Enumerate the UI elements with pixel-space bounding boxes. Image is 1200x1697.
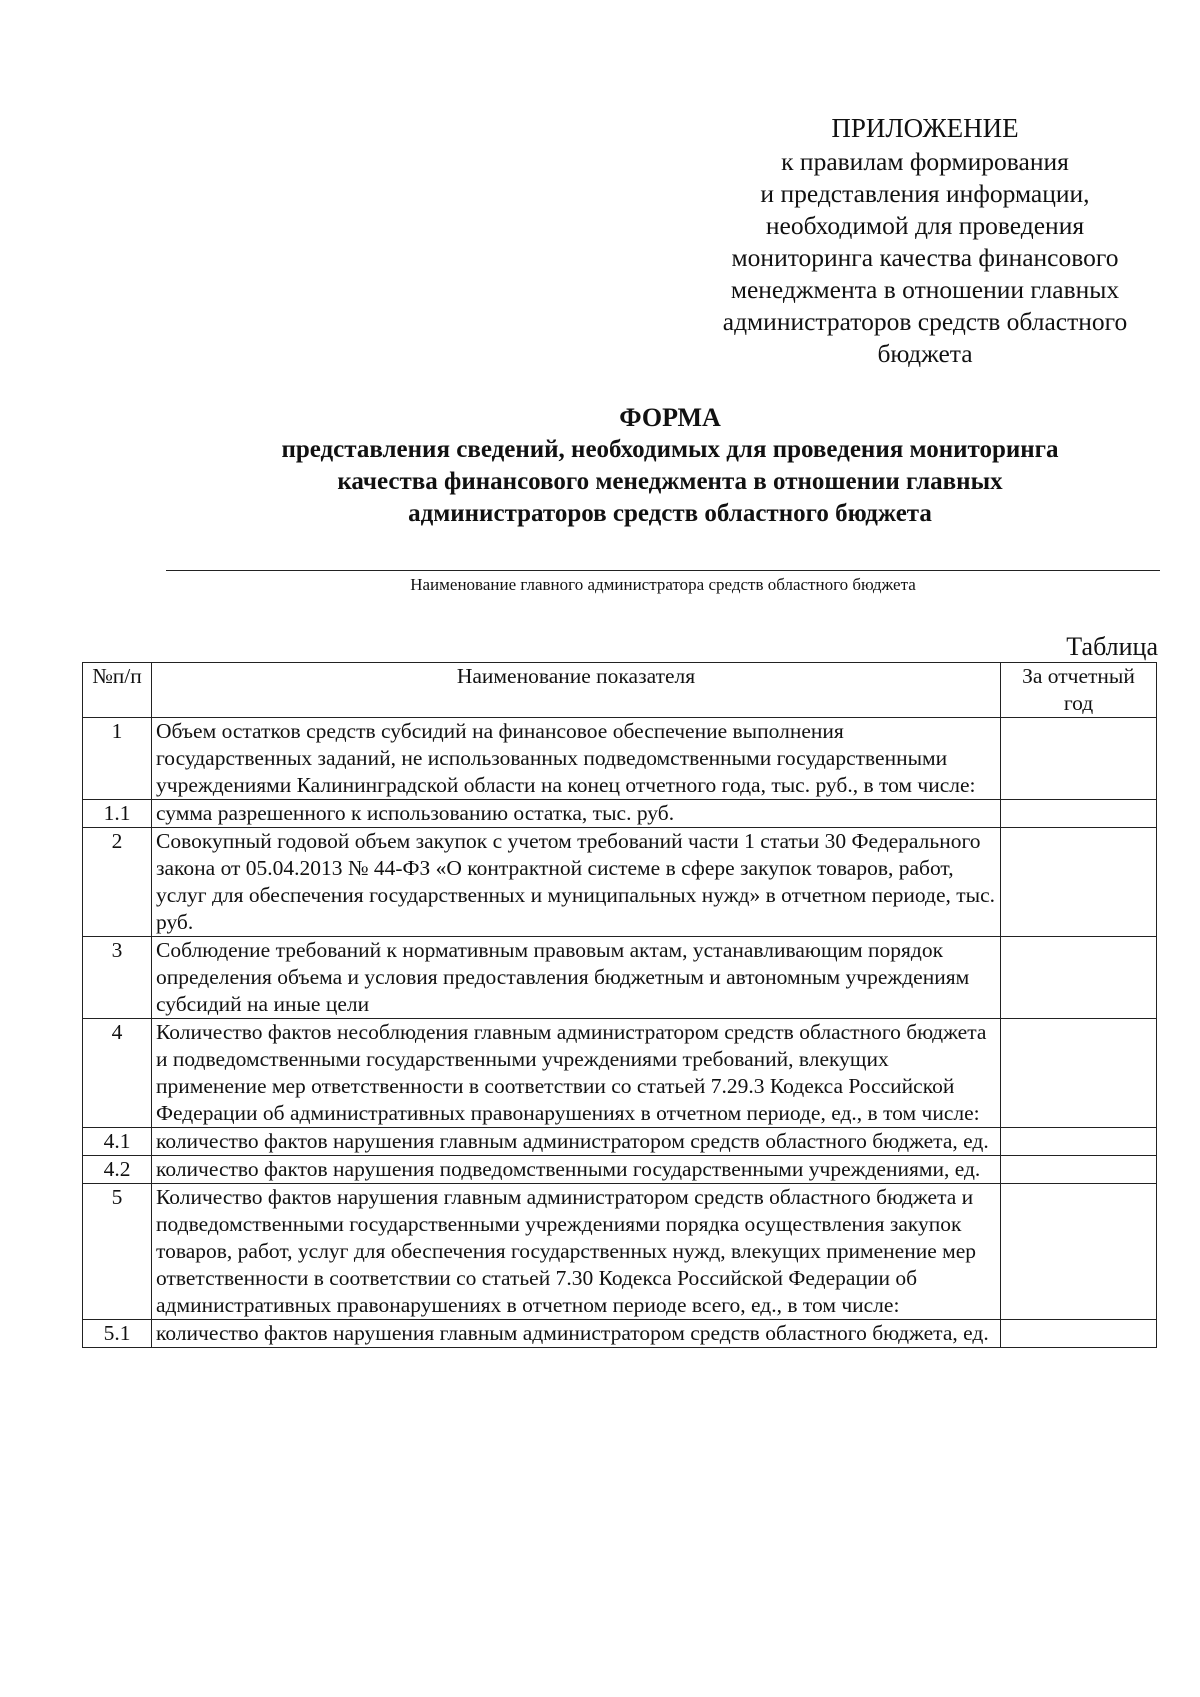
row-value-cell[interactable]: [1001, 1156, 1157, 1184]
appendix-line: мониторинга качества финансового: [731, 243, 1119, 272]
row-name: количество фактов нарушения главным администратором средств областного бюджета, ед.: [152, 1128, 1001, 1156]
table-row: [83, 1320, 1157, 1348]
indicators-table: [82, 662, 1157, 1348]
row-name: Объем остатков средств субсидий на финансовое обеспечение выполнения государственных заданий, не использованных подведомственными государственными учреждениями Калининградской области на конец отчетного года, тыс. руб., в том числе:: [152, 718, 1001, 800]
row-name: Количество фактов несоблюдения главным администратором средств областного бюджета и подведомственными государственными учреждениями требований, влекущих применение мер ответственности в соответствии со статьей 7.29.3 Кодекса Российской Федерации об административных правонарушениях в отчетном периоде, ед., в том числе:: [152, 1019, 1001, 1128]
appendix-line: менеджмента в отношении главных: [730, 275, 1120, 304]
row-name: количество фактов нарушения главным администратором средств областного бюджета, ед.: [152, 1320, 1001, 1348]
table-row: [83, 1184, 1157, 1320]
row-value-cell[interactable]: [1001, 718, 1157, 800]
appendix-line: к правилам формирования: [781, 147, 1069, 176]
row-value-cell[interactable]: [1001, 1019, 1157, 1128]
row-value-cell[interactable]: [1001, 1184, 1157, 1320]
header-year: За отчетный год: [1001, 663, 1157, 718]
table-row: [83, 1019, 1157, 1128]
row-value-cell[interactable]: [1001, 1128, 1157, 1156]
form-title-block: [150, 402, 1190, 530]
table-row: [83, 1128, 1157, 1156]
row-value-cell[interactable]: [1001, 828, 1157, 937]
row-number: 1: [83, 718, 152, 800]
row-value-cell[interactable]: [1001, 937, 1157, 1019]
row-number: 2: [83, 828, 152, 937]
appendix-line: необходимой для проведения: [765, 211, 1085, 240]
row-name: сумма разрешенного к использованию остатка, тыс. руб.: [152, 800, 1001, 828]
appendix-line: и представления информации,: [760, 179, 1090, 208]
table-row: [83, 800, 1157, 828]
form-subtitle-line: представления сведений, необходимых для проведения мониторинга: [281, 436, 1059, 463]
row-number: 1.1: [83, 800, 152, 828]
admin-name-caption: Наименование главного администратора средств областного бюджета: [410, 575, 916, 594]
table-row: [83, 718, 1157, 800]
row-value-cell[interactable]: [1001, 800, 1157, 828]
row-number: 4.1: [83, 1128, 152, 1156]
header-number: №п/п: [83, 663, 152, 718]
header-name: Наименование показателя: [152, 663, 1001, 718]
table-label: Таблица: [1066, 632, 1158, 661]
row-name: Соблюдение требований к нормативным правовым актам, устанавливающим порядок определения объема и условия предоставления бюджетным и автономным учреждениям субсидий на иные цели: [152, 937, 1001, 1019]
row-name: количество фактов нарушения подведомственными государственными учреждениями, ед.: [152, 1156, 1001, 1184]
table-row: [83, 1156, 1157, 1184]
table-row: [83, 828, 1157, 937]
form-subtitle-line: качества финансового менеджмента в отношении главных: [337, 468, 1003, 495]
appendix-line: бюджета: [877, 339, 973, 368]
row-number: 5: [83, 1184, 152, 1320]
row-value-cell[interactable]: [1001, 1320, 1157, 1348]
appendix-line: администраторов средств областного: [722, 307, 1128, 336]
row-name: Количество фактов нарушения главным администратором средств областного бюджета и подведомственными государственными учреждениями порядка осуществления закупок товаров, работ, услуг для обеспечения государственных нужд, влекущих применение мер ответственности в соответствии со статьей 7.30 Кодекса Российской Федерации об административных правонарушениях в отчетном периоде всего, ед., в том числе:: [152, 1184, 1001, 1320]
admin-name-line: [166, 570, 1160, 571]
row-number: 4: [83, 1019, 152, 1128]
appendix-block: [660, 110, 1190, 370]
row-name: Совокупный годовой объем закупок с учетом требований части 1 статьи 30 Федерального закона от 05.04.2013 № 44-ФЗ «О контрактной системе в сфере закупок товаров, работ, услуг для обеспечения государственных и муниципальных нужд» в отчетном периоде, тыс. руб.: [152, 828, 1001, 937]
row-number: 3: [83, 937, 152, 1019]
table-row: [83, 937, 1157, 1019]
row-number: 5.1: [83, 1320, 152, 1348]
form-title: ФОРМА: [619, 403, 721, 432]
appendix-heading: ПРИЛОЖЕНИЕ: [831, 113, 1019, 143]
row-number: 4.2: [83, 1156, 152, 1184]
form-subtitle-line: администраторов средств областного бюджета: [408, 500, 932, 527]
table-header-row: [83, 663, 1157, 718]
